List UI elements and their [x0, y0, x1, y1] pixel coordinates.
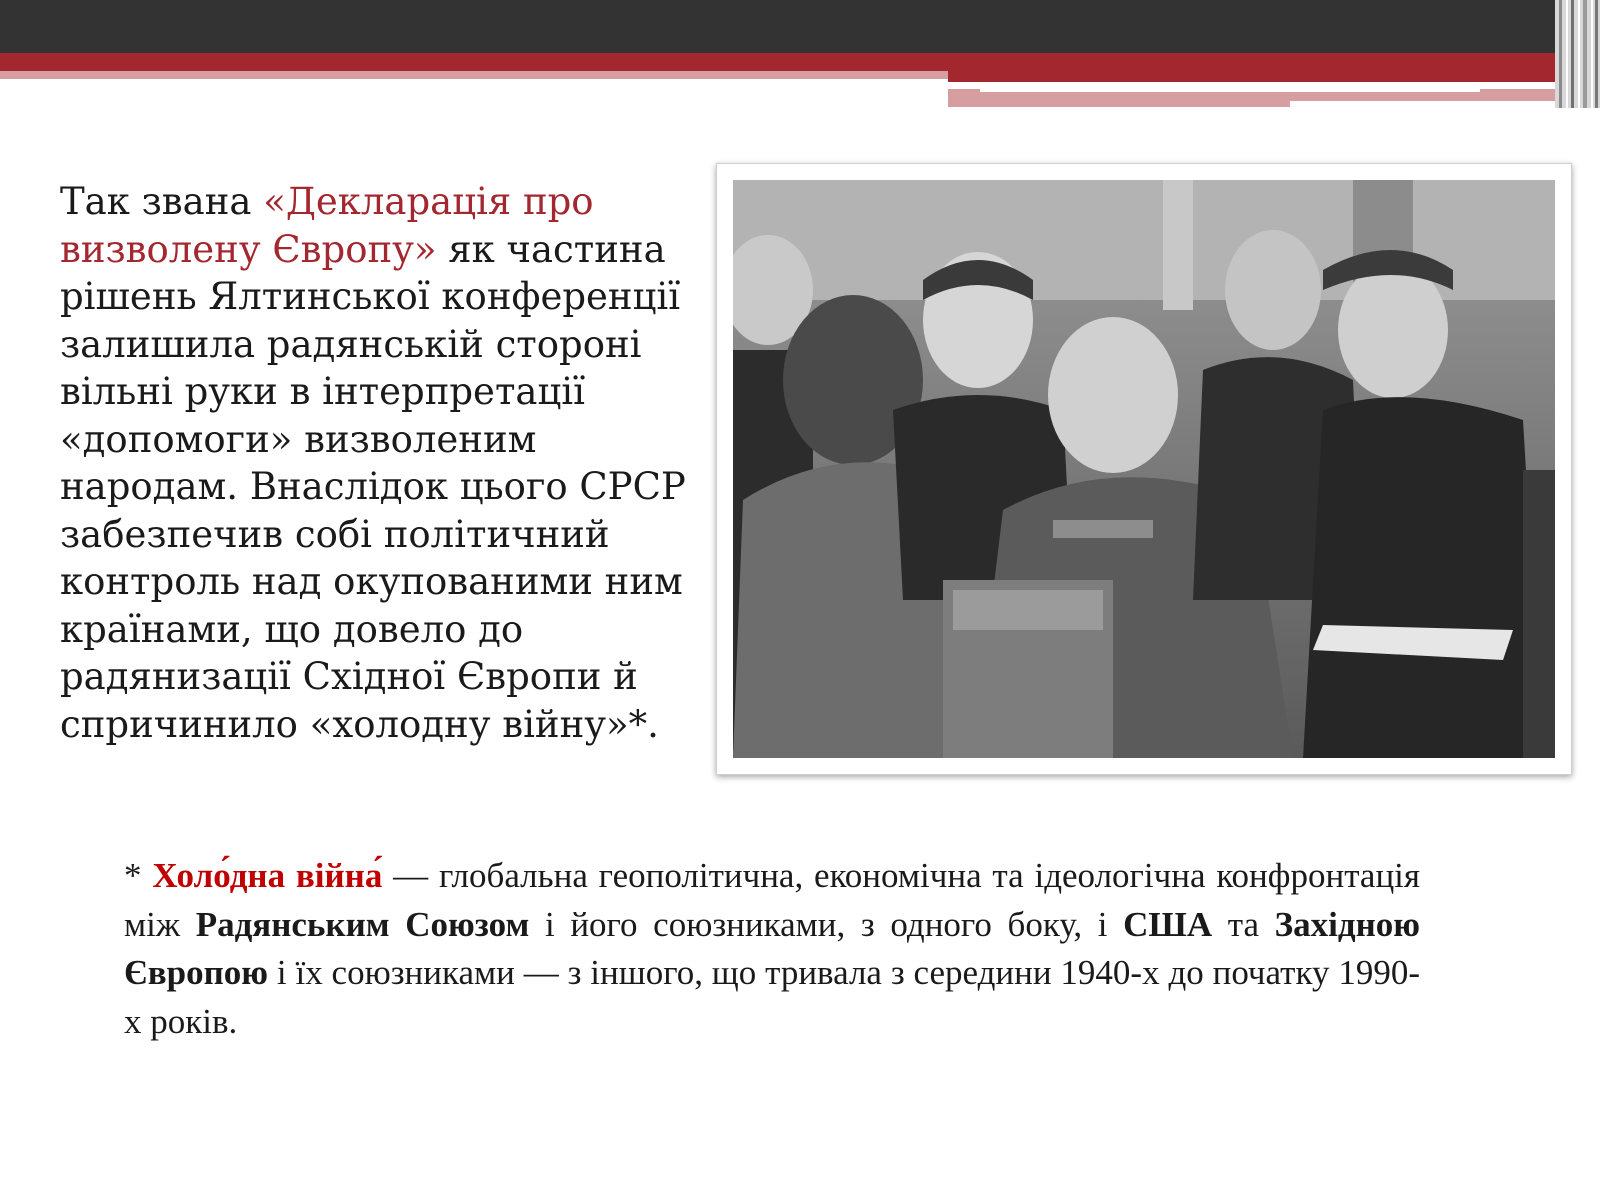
footnote-bold-western-europe: Західною Європою	[124, 904, 1420, 992]
header-bar-pink	[0, 71, 950, 79]
photo-frame	[716, 163, 1572, 775]
header-bar-dark	[0, 0, 1600, 53]
footnote-text-3: та	[1212, 904, 1275, 944]
footnote-bold-ussr: Радянським Союзом	[195, 904, 530, 944]
footnote-text-4: і їх союзниками — з іншого, що тривала з середини 1940-х до початку 1990-х років.	[124, 953, 1420, 1041]
footnote-bold-usa: США	[1123, 904, 1213, 944]
footnote-text-2: і його союзниками, з одного боку, і	[529, 904, 1124, 944]
header-white-line-lower	[1290, 101, 1600, 108]
main-paragraph	[60, 178, 700, 748]
footnote-asterisk: *	[124, 856, 153, 895]
main-text-prefix: Так звана	[60, 180, 264, 223]
header-bar-red	[0, 53, 1600, 71]
footnote-text-1: — глобальна геополітична, економічна та ідеологічна конфронтація між	[124, 856, 1421, 944]
main-text-body: як частина рішень Ялтинської конференції залишила радянській стороні вільні руки в інтерпретації «допомоги» визволеним народам. Внаслідок цього СРСР забезпечив собі політичний контроль над окупованими ним країнами, що довело до радянизації Східної Європи й спричинило «холодну війну»*.	[60, 227, 686, 746]
conference-photo	[733, 180, 1555, 758]
header-bar-red-right	[948, 71, 1600, 82]
declaration-title: «Декларація про визволену Європу»	[60, 180, 594, 271]
header-stripes-decoration	[1555, 0, 1600, 108]
conference-photo-icon	[733, 180, 1555, 758]
footnote-term: Холо́дна війна́	[152, 856, 383, 895]
footnote-definition	[124, 852, 1420, 1046]
header-white-line	[980, 87, 1480, 92]
